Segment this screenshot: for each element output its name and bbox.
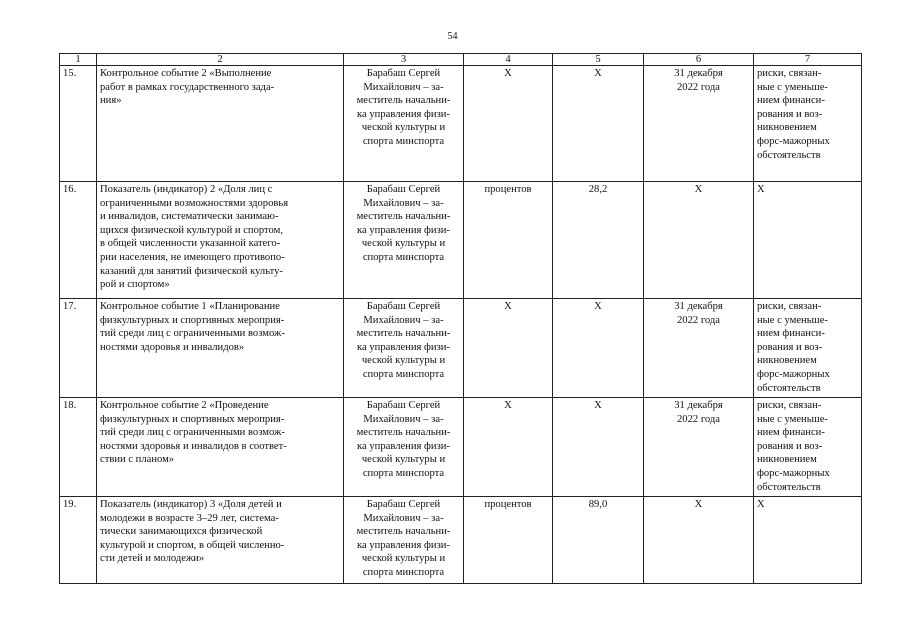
header-cell: 4 [464, 54, 553, 66]
risk-text: риски, связан- ные с уменьше- нием финанси- рования и воз- никновением форс-мажорных обстоятельств [757, 301, 830, 394]
risk-cell [754, 497, 862, 584]
responsible-person [344, 66, 464, 182]
date-cell [644, 66, 754, 182]
date-text: Х [694, 184, 703, 195]
item-name [97, 497, 344, 584]
value-cell: Х [553, 299, 644, 398]
responsible-text: Барабаш Сергей Михайлович – за- меститель начальни- ка управления физи- ческой культуры и спорта минспорта [356, 499, 451, 578]
item-name [97, 299, 344, 398]
unit-cell: процентов [464, 497, 553, 584]
table-header-row [60, 54, 862, 66]
risk-cell [754, 398, 862, 497]
item-name-text: Контрольное событие 1 «Планирование физкультурных и спортивных мероприя- тий среди лиц с ограниченными возмож- ностями здоровья и инвалидов» [100, 301, 285, 353]
risk-text: риски, связан- ные с уменьше- нием финанси- рования и воз- никновением форс-мажорных обстоятельств [757, 400, 830, 493]
header-cell: 5 [553, 54, 644, 66]
date-cell [644, 182, 754, 299]
date-text: Х [694, 499, 703, 510]
item-name [97, 398, 344, 497]
table-row [60, 182, 862, 299]
responsible-person [344, 182, 464, 299]
value-cell: 28,2 [553, 182, 644, 299]
risk-cell [754, 66, 862, 182]
unit-cell: Х [464, 299, 553, 398]
date-text: 31 декабря 2022 года [674, 400, 723, 425]
item-name-text: Показатель (индикатор) 3 «Доля детей и молодежи в возрасте 3–29 лет, система- тически занимающихся физической культурой и спортом, в общей численно- сти детей и молодежи» [100, 499, 285, 565]
responsible-person [344, 299, 464, 398]
unit-cell: Х [464, 398, 553, 497]
date-cell [644, 497, 754, 584]
unit-cell: процентов [464, 182, 553, 299]
row-number: 18. [60, 398, 97, 497]
responsible-text: Барабаш Сергей Михайлович – за- меститель начальни- ка управления физи- ческой культуры и спорта минспорта [356, 400, 451, 479]
row-number: 15. [60, 66, 97, 182]
table-row [60, 398, 862, 497]
header-cell: 7 [754, 54, 862, 66]
date-cell [644, 398, 754, 497]
item-name [97, 182, 344, 299]
risk-text: Х [757, 499, 765, 510]
risk-text: Х [757, 184, 765, 195]
item-name-text: Контрольное событие 2 «Выполнение работ в рамках государственного зада- ния» [100, 68, 275, 107]
item-name-text: Контрольное событие 2 «Проведение физкультурных и спортивных мероприя- тий среди лиц с ограниченными возмож- ностями здоровья и инвалидов в соответ- ствии с планом» [100, 400, 287, 466]
risk-cell [754, 299, 862, 398]
row-number: 17. [60, 299, 97, 398]
responsible-text: Барабаш Сергей Михайлович – за- меститель начальни- ка управления физи- ческой культуры и спорта минспорта [356, 301, 451, 380]
header-cell: 3 [344, 54, 464, 66]
header-cell: 2 [97, 54, 344, 66]
row-number: 19. [60, 497, 97, 584]
row-number: 16. [60, 182, 97, 299]
table-row [60, 299, 862, 398]
unit-cell: Х [464, 66, 553, 182]
responsible-text: Барабаш Сергей Михайлович – за- меститель начальни- ка управления физи- ческой культуры и спорта минспорта [356, 184, 451, 263]
date-cell [644, 299, 754, 398]
value-cell: 89,0 [553, 497, 644, 584]
table-row [60, 66, 862, 182]
risk-text: риски, связан- ные с уменьше- нием финанси- рования и воз- никновением форс-мажорных обстоятельств [757, 68, 830, 161]
program-table [59, 53, 862, 584]
header-cell: 6 [644, 54, 754, 66]
responsible-person [344, 497, 464, 584]
page-number: 54 [447, 31, 458, 42]
item-name [97, 66, 344, 182]
item-name-text: Показатель (индикатор) 2 «Доля лиц с ограниченными возможностями здоровья и инвалидов, систематически занимаю- щихся физической культурой и спортом, в общей численности указанной катего- рии населения, не имеющего противопо- казаний для занятий физической культу- рой и спортом» [100, 184, 289, 291]
value-cell: Х [553, 66, 644, 182]
header-cell: 1 [60, 54, 97, 66]
risk-cell [754, 182, 862, 299]
date-text: 31 декабря 2022 года [674, 68, 723, 93]
responsible-person [344, 398, 464, 497]
responsible-text: Барабаш Сергей Михайлович – за- меститель начальни- ка управления физи- ческой культуры и спорта минспорта [356, 68, 451, 147]
value-cell: Х [553, 398, 644, 497]
date-text: 31 декабря 2022 года [674, 301, 723, 326]
table-row [60, 497, 862, 584]
